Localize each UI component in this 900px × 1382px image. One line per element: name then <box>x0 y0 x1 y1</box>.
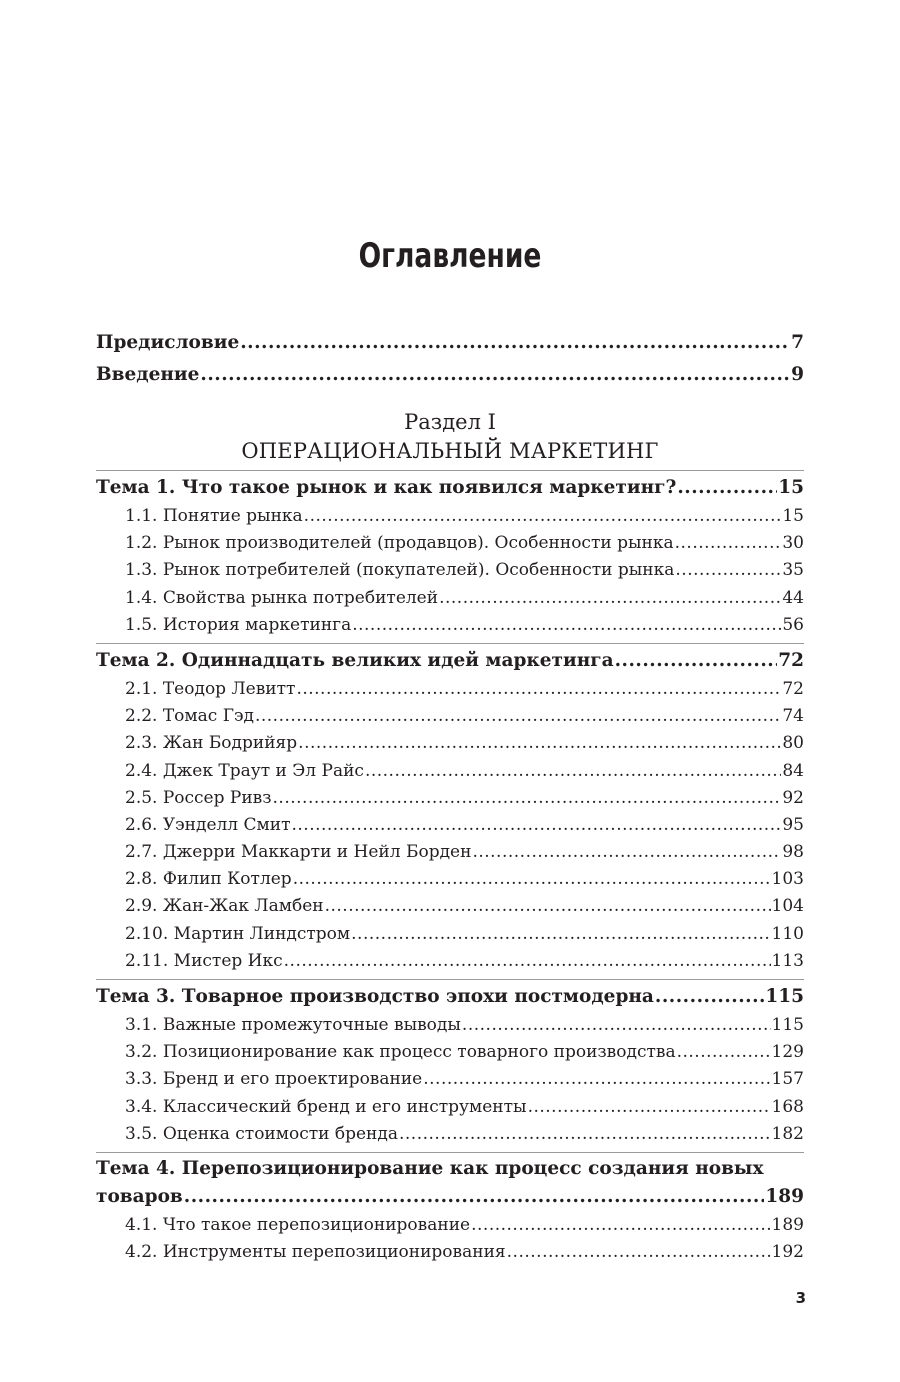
toc-item-label: 2.5. Россер Ривз <box>125 787 272 808</box>
toc-item-page: 30 <box>782 533 804 554</box>
toc-item-page: 110 <box>771 923 804 944</box>
toc-item-page: 56 <box>782 614 804 635</box>
toc-item[interactable] <box>96 758 804 785</box>
toc-item-page: 95 <box>782 814 804 835</box>
toc-topic-4-line1[interactable] <box>96 1155 804 1182</box>
toc-item[interactable] <box>96 839 804 866</box>
leader-dots <box>615 646 778 676</box>
toc-item[interactable] <box>96 530 804 557</box>
toc-topic-2[interactable] <box>96 646 804 676</box>
toc-item-page: 168 <box>771 1096 804 1117</box>
toc-item[interactable] <box>96 812 804 839</box>
toc-item-label: 2.9. Жан-Жак Ламбен <box>125 896 324 917</box>
toc-item-page: 103 <box>771 869 804 890</box>
toc-item-label: 2.6. Уэнделл Смит <box>125 814 291 835</box>
toc-item-label: 3.5. Оценка стоимости бренда <box>125 1123 398 1144</box>
leader-dots <box>439 585 781 612</box>
section-heading <box>96 408 804 466</box>
toc-item-page: 129 <box>771 1042 804 1063</box>
leader-dots <box>399 1121 771 1148</box>
toc-item-page: 115 <box>771 1015 804 1035</box>
toc-topic-page: 72 <box>778 649 804 671</box>
toc-item-label: 1.2. Рынок производителей (продавцов). Особенности рынка <box>125 533 674 554</box>
leader-dots <box>273 785 782 812</box>
leader-dots <box>507 1239 771 1266</box>
toc-topic-page: 15 <box>778 477 804 498</box>
toc-item[interactable] <box>96 866 804 893</box>
toc-item-page: 189 <box>771 1214 804 1235</box>
leader-dots <box>298 730 781 757</box>
toc-item-label: 2.3. Жан Бодрийяр <box>125 733 298 754</box>
leader-dots <box>471 1212 770 1239</box>
toc-entry-introduction[interactable] <box>96 359 804 391</box>
toc-item[interactable] <box>96 1066 804 1093</box>
page-number: 3 <box>795 1289 806 1307</box>
toc-item[interactable] <box>96 676 804 703</box>
toc-item[interactable] <box>96 703 804 730</box>
toc-item-label: 1.3. Рынок потребителей (покупателей). Особенности рынка <box>125 560 675 581</box>
toc-item[interactable] <box>96 1039 804 1066</box>
toc-item-page: 35 <box>782 560 804 581</box>
toc-item-label: 1.1. Понятие рынка <box>125 506 303 526</box>
toc-item[interactable] <box>96 557 804 584</box>
toc-item-page: 72 <box>782 678 804 699</box>
toc-entry-page: 9 <box>791 363 804 385</box>
toc-item[interactable] <box>96 730 804 757</box>
toc-item[interactable] <box>96 612 804 639</box>
toc-topic-page: 189 <box>765 1185 804 1207</box>
toc-item[interactable] <box>96 1239 804 1266</box>
toc-item-page: 182 <box>771 1123 804 1144</box>
topic-block-2 <box>96 643 804 975</box>
toc-item[interactable] <box>96 1012 804 1039</box>
toc-item-page: 74 <box>782 706 804 727</box>
toc-item[interactable] <box>96 585 804 612</box>
toc-item-page: 157 <box>771 1069 804 1090</box>
toc-item-page: 92 <box>782 787 804 808</box>
leader-dots <box>325 893 771 920</box>
leader-dots <box>304 503 782 530</box>
leader-dots <box>200 359 790 391</box>
leader-dots <box>351 921 770 948</box>
toc-topic-4[interactable] <box>96 1182 804 1212</box>
toc-item-page: 192 <box>771 1242 804 1263</box>
toc-item-label: 2.8. Филип Котлер <box>125 869 292 890</box>
toc-item-page: 113 <box>771 950 804 971</box>
toc-topic-title-cont: товаров <box>96 1185 183 1207</box>
leader-dots <box>296 676 781 703</box>
leader-dots <box>462 1012 771 1039</box>
toc-item-label: 2.10. Мартин Линдстром <box>125 923 351 944</box>
toc-item-label: 3.4. Классический бренд и его инструменты <box>125 1096 527 1117</box>
leader-dots <box>423 1066 770 1093</box>
toc-item-label: 2.2. Томас Гэд <box>125 706 254 727</box>
toc-item-page: 104 <box>771 896 804 917</box>
leader-dots <box>240 327 790 359</box>
leader-dots <box>284 948 771 975</box>
toc-item[interactable] <box>96 503 804 530</box>
leader-dots <box>677 1039 771 1066</box>
toc-entry-label: Предисловие <box>96 332 240 353</box>
toc-topic-1[interactable] <box>96 473 804 503</box>
toc-item-label: 4.2. Инструменты перепозиционирования <box>125 1242 506 1263</box>
leader-dots <box>472 839 781 866</box>
leader-dots <box>352 612 781 639</box>
toc-item-label: 1.4. Свойства рынка потребителей <box>125 587 439 608</box>
topic-block-3 <box>96 979 804 1148</box>
topic-block-1 <box>96 470 804 639</box>
toc-item[interactable] <box>96 1212 804 1239</box>
toc-topic-title: Тема 2. Одиннадцать великих идей маркетинга <box>96 649 614 671</box>
toc-item[interactable] <box>96 948 804 975</box>
toc-item[interactable] <box>96 921 804 948</box>
leader-dots <box>293 866 771 893</box>
toc-topic-title: Тема 3. Товарное производство эпохи постмодерна <box>96 986 654 1007</box>
leader-dots <box>365 758 781 785</box>
table-of-contents <box>96 327 804 1266</box>
toc-entry-label: Введение <box>96 363 200 385</box>
leader-dots <box>675 530 782 557</box>
toc-item-label: 3.1. Важные промежуточные выводы <box>125 1015 461 1035</box>
toc-item-page: 80 <box>782 733 804 754</box>
toc-item-label: 3.3. Бренд и его проектирование <box>125 1069 423 1090</box>
leader-dots <box>677 473 777 503</box>
toc-item[interactable] <box>96 893 804 920</box>
toc-item-label: 2.4. Джек Траут и Эл Райс <box>125 760 364 781</box>
toc-item-label: 3.2. Позиционирование как процесс товарного производства <box>125 1042 676 1063</box>
section-name: ОПЕРАЦИОНАЛЬНЫЙ МАРКЕТИНГ <box>241 439 659 463</box>
toc-topic-title: Тема 4. Перепозиционирование как процесс создания новых <box>96 1157 764 1179</box>
toc-topic-title: Тема 1. Что такое рынок и как появился маркетинг? <box>96 477 677 498</box>
toc-item-page: 44 <box>782 587 804 608</box>
leader-dots <box>255 703 781 730</box>
toc-item[interactable] <box>96 1121 804 1148</box>
toc-topic-page: 115 <box>765 986 804 1007</box>
toc-item-label: 2.11. Мистер Икс <box>125 950 283 971</box>
toc-item-page: 15 <box>782 506 804 526</box>
toc-item-label: 2.7. Джерри Маккарти и Нейл Борден <box>125 842 472 863</box>
toc-entry-page: 7 <box>791 332 804 353</box>
toc-item[interactable] <box>96 785 804 812</box>
toc-item-label: 2.1. Теодор Левитт <box>125 678 296 699</box>
leader-dots <box>655 982 764 1012</box>
leader-dots <box>291 812 781 839</box>
leader-dots <box>675 557 781 584</box>
toc-item-page: 98 <box>782 842 804 863</box>
toc-topic-3[interactable] <box>96 982 804 1012</box>
leader-dots <box>184 1182 765 1212</box>
toc-item-label: 4.1. Что такое перепозиционирование <box>125 1214 471 1235</box>
leader-dots <box>528 1094 771 1121</box>
toc-entry-preface[interactable] <box>96 327 804 359</box>
topic-block-4 <box>96 1152 804 1266</box>
page-title: Оглавление <box>358 236 542 276</box>
toc-item-page: 84 <box>782 760 804 781</box>
section-number: Раздел I <box>404 410 496 434</box>
toc-item[interactable] <box>96 1094 804 1121</box>
toc-item-label: 1.5. История маркетинга <box>125 614 352 635</box>
